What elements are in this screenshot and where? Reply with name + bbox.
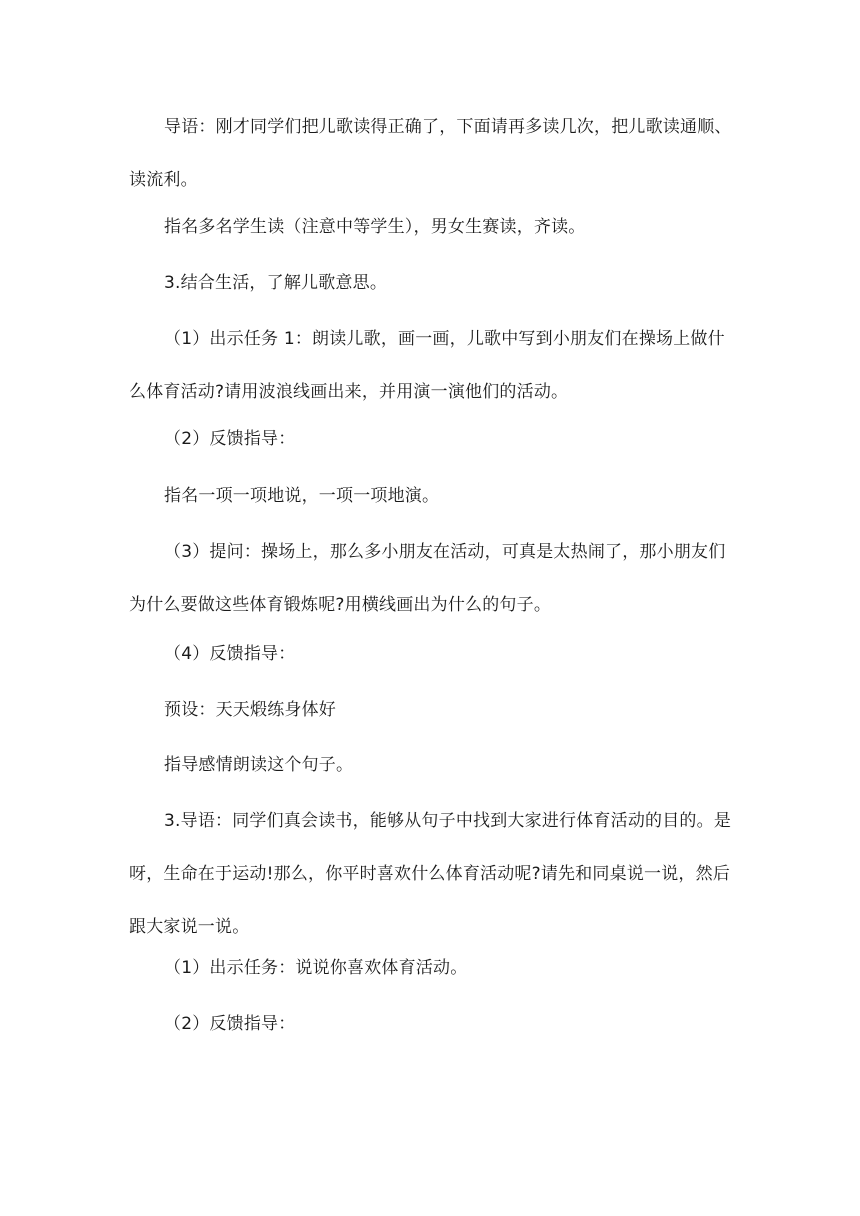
text-line: 3.结合生活，了解儿歌意思。 (164, 273, 388, 293)
text-line: 3.导语：同学们真会读书，能够从句子中找到大家进行体育活动的目的。是 (164, 811, 732, 831)
paragraph-reading-arrangement (129, 201, 733, 254)
paragraph-feedback-4 (129, 628, 733, 681)
paragraph-item-by-item (129, 470, 733, 523)
text-line: （4）反馈指导： (164, 644, 296, 664)
paragraph-step-3-heading (129, 257, 733, 310)
paragraph-emotional-reading (129, 739, 733, 792)
text-line: 呀，生命在于运动!那么，你平时喜欢什么体育活动呢?请先和同桌说一说，然后 (129, 864, 731, 884)
text-line: 么体育活动?请用波浪线画出来，并用演一演他们的活动。 (129, 382, 569, 402)
text-line: （3）提问：操场上，那么多小朋友在活动，可真是太热闹了，那小朋友们 (164, 542, 726, 562)
text-line: 预设：天天煅练身体好 (164, 700, 336, 720)
paragraph-guide-intro (129, 101, 733, 207)
paragraph-question-3 (129, 526, 733, 632)
paragraph-guide-sports (129, 795, 733, 954)
paragraph-preset (129, 684, 733, 737)
text-line: 指名一项一项地说，一项一项地演。 (164, 486, 440, 506)
text-line: 读流利。 (129, 170, 198, 190)
text-line: 指导感情朗读这个句子。 (164, 755, 354, 775)
text-line: 指名多名学生读（注意中等学生），男女生赛读，齐读。 (164, 217, 586, 237)
text-line: （2）反馈指导： (164, 1014, 296, 1034)
paragraph-feedback-final (129, 998, 733, 1051)
text-line: 跟大家说一说。 (129, 917, 250, 937)
text-line: （2）反馈指导： (164, 429, 296, 449)
paragraph-task-1 (129, 313, 733, 419)
paragraph-task-speak (129, 942, 733, 995)
text-line: 导语：刚才同学们把儿歌读得正确了，下面请再多读几次，把儿歌读通顺、 (164, 117, 732, 137)
paragraph-feedback-2 (129, 413, 733, 466)
text-line: （1）出示任务 1：朗读儿歌，画一画，儿歌中写到小朋友们在操场上做什 (164, 329, 725, 349)
text-line: 为什么要做这些体育锻炼呢?用横线画出为什么的句子。 (129, 595, 552, 615)
text-line: （1）出示任务：说说你喜欢体育活动。 (164, 958, 468, 978)
